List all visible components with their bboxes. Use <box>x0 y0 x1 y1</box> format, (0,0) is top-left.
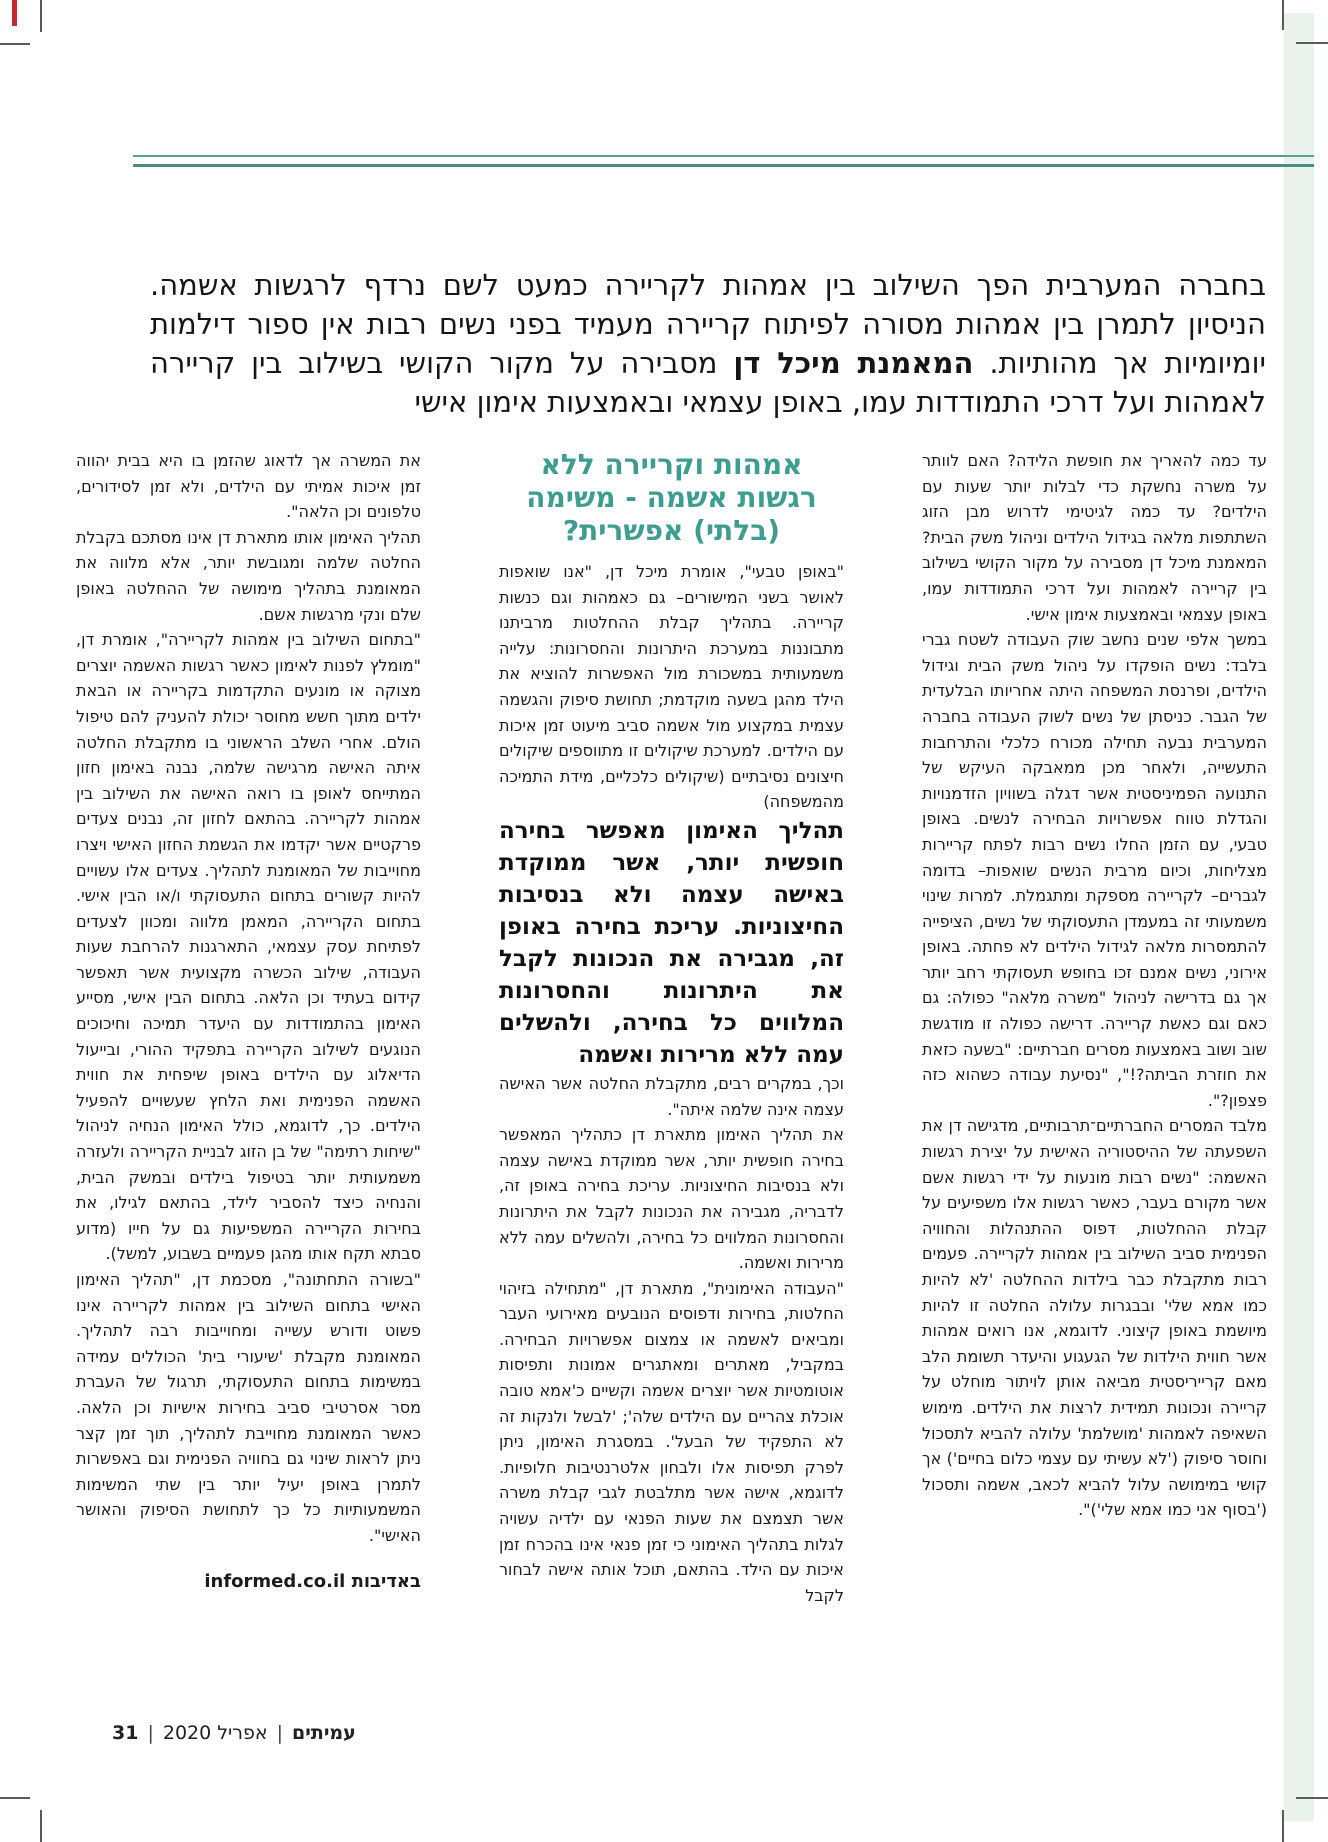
side-accent-bar <box>1284 13 1314 1821</box>
intro-author-name: המאמנת מיכל דן <box>733 346 974 380</box>
body-paragraph: "בשורה התחתונה", מסכמת דן, "תהליך האימון האישי בתחום השילוב בין אמהות לקריירה אינו פשוט ודורש עשייה ומחוייבות רבה לתהליך. המאומנת מקבלת 'שיעורי בית' הכוללים עמידה במשימות בתחום התעסוקתי, תרגול של העברת מסר אסרטיבי סביב בחירות אישיות וכן הלאה. כאשר המאומנת מחוייבת לתהליך, תוך זמן קצר ניתן לראות שינוי גם בחוויה הפנימית וגם באפשרות לתמרן באופן יעיל יותר בין שתי המשימות המשמעותיות כל כך לתחושת הסיפוק והאושר האישי". <box>76 1270 421 1545</box>
footer-magazine-name: עמיתים <box>292 1722 356 1744</box>
column-right <box>922 448 1267 1608</box>
body-paragraph: וכך, במקרים רבים, מתקבלת החלטה אשר האישה עצמה אינה שלמה איתה". <box>499 1073 844 1119</box>
body-paragraph: את המשרה אך לדאוג שהזמן בו היא בבית יהווה זמן איכות אמיתי עם הילדים, ולא זמן לסידורים, טלפונים וכן הלאה". <box>76 451 421 522</box>
intro-text-part2: מסבירה על מקור הקושי בשילוב בין קריירה לאמהות ועל דרכי התמודדות עמו, באופן עצמאי ובאמצעות אימון אישי <box>150 346 1266 419</box>
column-middle <box>499 448 844 1608</box>
body-paragraph: עד כמה להאריך את חופשת הלידה? האם לוותר על משרה נחשקת כדי לבלות יותר שעות עם הילדים? עד כמה לגיטימי לדרוש מבן הזוג השתתפות מלאה בגידול הילדים וניהול משק הבית? המאמנת מיכל דן מסבירה על מקור הקושי בשילוב בין קריירה לאמהות ועל דרכי התמודדות עמו, באופן עצמאי ובאמצעות אימון אישי. <box>922 451 1267 624</box>
crop-mark-bottom-right-v <box>1282 1810 1284 1842</box>
footer-separator: | <box>147 1722 154 1744</box>
intro-standfirst <box>150 266 1266 422</box>
body-paragraph: מלבד המסרים החברתיים־תרבותיים, מדגישה דן את השפעתה של ההיסטוריה האישית על יצירת רגשות האשמה: "נשים רבות מונעות על ידי רגשות אשם אשר מקורם בעבר, כאשר רגשות אלו משפיעים על קבלת ההחלטות, דפוס ההתנהלות והחוויה הפנימית סביב השילוב בין אמהות לקריירה. פעמים רבות מתקבלת כבר בילדות ההחלטה 'לא להיות כמו אמא שלי' ובבגרות עלולה החלטה זו להיות מיושמת באופן קיצוני. לדוגמא, אנו רואים אמהות אשר חווית הילדות של הגעגוע והיעדר תשומת הלב מאם קרייריסטית מביאה אותן לויתור מוחלט על קריירה ונכונות תמידית לרצות את הילדים. מימוש השאיפה לאמהות 'מושלמת' עלולה להביא לתסכול וחוסר סיפוק ('לא עשיתי עם עצמי כלום בחיים') אך קושי במימושה עלול להביא לכאב, אשמה ותסכול ('בסוף אני כמו אמא שלי')". <box>922 1116 1267 1520</box>
crop-mark-bottom-left-v <box>40 1810 42 1842</box>
headline-line: אמהות וקריירה ללא <box>540 448 803 481</box>
body-paragraph: את תהליך האימון מתארת דן כתהליך המאפשר בחירה חופשית יותר, אשר ממוקדת באישה עצמה ולא בנסיבות החיצוניות. עריכת בחירה באופן זה, לדבריה, מגבירה את הנכונות לקבל את היתרונות והחסרונות המלווים כל בחירה, ולהשלים עמה ללא מרירות ואשמה. <box>499 1125 844 1273</box>
body-paragraph: "באופן טבעי", אומרת מיכל דן, "אנו שואפות לאושר בשני המישורים– גם כאמהות וגם כנשות קריירה. בתהליך קבלת ההחלטות מרביתנו מתבוננות במערכת היתרונות והחסרונות: עלייה משמעותית במשכורת מול האפשרות להוציא את הילד מהגן בשעה מוקדמת; תחושת סיפוק והגשמה עצמית במקצוע מול אשמה סביב מיעוט זמן איכות עם הילדים. למערכת שיקולים זו מתווספים שיקולים חיצונים נסיבתיים (שיקולים כלכליים, מידת התמיכה מהמשפחה) <box>499 562 844 812</box>
headline-line: (בלתי) אפשרית? <box>562 514 781 547</box>
headline-line: רגשות אשמה - משימה <box>526 481 817 514</box>
pull-quote: תהליך האימון מאפשר בחירה חופשית יותר, אשר ממוקדת באישה עצמה ולא בנסיבות החיצוניות. עריכת בחירה באופן זה, מגבירה את הנכונות לקבל את היתרונות והחסרונות המלווים כל בחירה, ולהשלים עמה ללא מרירות ואשמה <box>499 817 844 1068</box>
crop-mark-top-left-h <box>0 43 30 45</box>
footer-page-number: 31 <box>112 1722 139 1744</box>
credit-prefix: באדיבות <box>351 1570 421 1592</box>
page-footer <box>112 1722 356 1744</box>
credit-url: informed.co.il <box>204 1570 346 1592</box>
article-columns <box>76 448 1267 1608</box>
credit-line <box>76 1569 421 1595</box>
crop-mark-top-right-v <box>1282 0 1284 30</box>
crop-mark-bottom-left-h <box>0 1797 30 1799</box>
body-paragraph: במשך אלפי שנים נחשב שוק העבודה לשטח גברי בלבד: נשים הופקדו על ניהול משק הבית וגידול הילדים, ופרנסת המשפחה היתה אחריותו הבלעדית של הגבר. כניסתן של נשים לשוק העבודה בחברה המערבית נבעה תחילה מכורח כלכלי והתרחבות התעשייה, ולאחר מכן ממאבקה העיקש של התנועה הפמיניסטית אשר דגלה בשוויון הזדמנויות והגדלת טווח אפשרויות הבחירה לנשים. באופן טבעי, עם הזמן החלו נשים רבות לפתח קריירות מצליחות, וכיום מרבית הנשים שואפות– בדומה לגברים– לקריירה מספקת ומתגמלת. למרות שינוי משמעותי זה במעמדן התעסוקתי של נשים, הציפייה להתמסרות מלאה לגידול הילדים לא פחתה. באופן אירוני, נשים אמנם זכו בחופש תעסוקתי רחב יותר אך גם בדרישה לניהול "משרה מלאה" כפולה: גם כאם וגם כאשת קריירה. דרישה כפולה זו מודגשת שוב ושוב באמצעות מסרים חברתיים: "בשעה כזאת את חוזרת הביתה?!", "נסיעת עבודה כשהוא כזה פצפון?". <box>922 630 1267 1110</box>
footer-issue: אפריל 2020 <box>162 1722 268 1744</box>
crop-mark-bottom-right-h <box>1296 1797 1328 1799</box>
body-paragraph: תהליך האימון אותו מתארת דן אינו מסתכם בקבלת החלטה שלמה ומגובשת יותר, אלא מלווה את המאומנת בתהליך מימושה של ההחלטה באופן שלם ונקי מרגשות אשם. <box>76 527 421 624</box>
footer-separator: | <box>276 1722 284 1744</box>
registration-mark-red <box>12 0 17 26</box>
crop-mark-top-right-h <box>1296 42 1328 44</box>
article-headline <box>499 448 844 547</box>
divider-double-rule <box>133 155 1314 167</box>
crop-mark-top-left-v <box>40 0 42 32</box>
intro-text-part1: בחברה המערבית הפך השילוב בין אמהות לקריירה כמעט לשם נרדף לרגשות אשמה. הניסיון לתמרן בין אמהות מסורה לפיתוח קריירה מעמיד בפני נשים רבות אין ספור דילמות יומיומיות אך מהותיות. <box>150 268 1267 380</box>
body-paragraph: "העבודה האימונית", מתארת דן, "מתחילה בזיהוי החלטות, בחירות ודפוסים הנובעים מאירועי העבר ומביאים לאשמה או צמצום אפשרויות הבחירה. במקביל, מאתרים ומאתגרים אמונות ותפיסות אוטומטיות אשר יוצרים אשמה וקשיים כ'אמא טובה אוכלת צהריים עם הילדים שלה'; 'לבשל ולנקות זה לא התפקיד של הבעל'. במסגרת האימון, ניתן לפרק תפיסות אלו ולבחון אלטרנטיבות חלופיות. לדוגמא, אישה אשר מתלבטת לגבי קבלת משרה אשר תצמצם את שעות הפנאי עם ילדיה עשויה לגלות בתהליך האימוני כי זמן פנאי אינו בהכרח זמן איכות עם הילד. בהתאם, תוכל אותה אישה לבחור לקבל <box>499 1278 844 1605</box>
body-paragraph: "בתחום השילוב בין אמהות לקריירה", אומרת דן, "מומלץ לפנות לאימון כאשר רגשות האשמה יוצרים מצוקה או מונעים התקדמות בקריירה או הבאת ילדים מתוך חשש מחוסר יכולת להעניק להם טיפול הולם. אחרי השלב הראשוני בו מתקבלת החלטה איתה האישה מרגישה שלמה, נבנה באימון חזון המתייחס לאופן בו רואה האישה את השילוב בין אמהות לקריירה. בהתאם לחזון זה, נבנים צעדים פרקטיים אשר יקדמו את הגשמת החזון האישי ויצרו מחוייבות של המאומנת לתהליך. צעדים אלו עשויים להיות קשורים בתחום התעסוקתי ו/או הבין אישי. בתחום הקריירה, המאמן מלווה ומכוון לצעדים לפתיחת עסק עצמאי, התארגנות להרחבת שעות העבודה, שילוב הכשרה מקצועית אשר תאפשר קידום בעתיד וכן הלאה. בתחום הבין אישי, מסייע האימון בהתמודדות עם היעדר תמיכה וחיכוכים הנוגעים לשילוב הקריירה בתפקיד ההורי, ובייעול הדיאלוג עם הילדים באופן שיפחית את חווית האשמה הפנימית ואת הלחץ שעשויים להפעיל הילדים. כך, לדוגמא, כולל האימון הנחיה לניהול "שיחות רתימה" של בן הזוג לבניית הקריירה ולעזרה משמעותית יותר בטיפול בילדים ובמשק הבית, והנחיה כיצד להסביר לילד, בהתאם לגילו, את בחירות הקריירה המשפיעות גם על חייו (מדוע סבתא תקח אותו מהגן פעמיים בשבוע, למשל). <box>76 630 421 1264</box>
column-left <box>76 448 421 1608</box>
